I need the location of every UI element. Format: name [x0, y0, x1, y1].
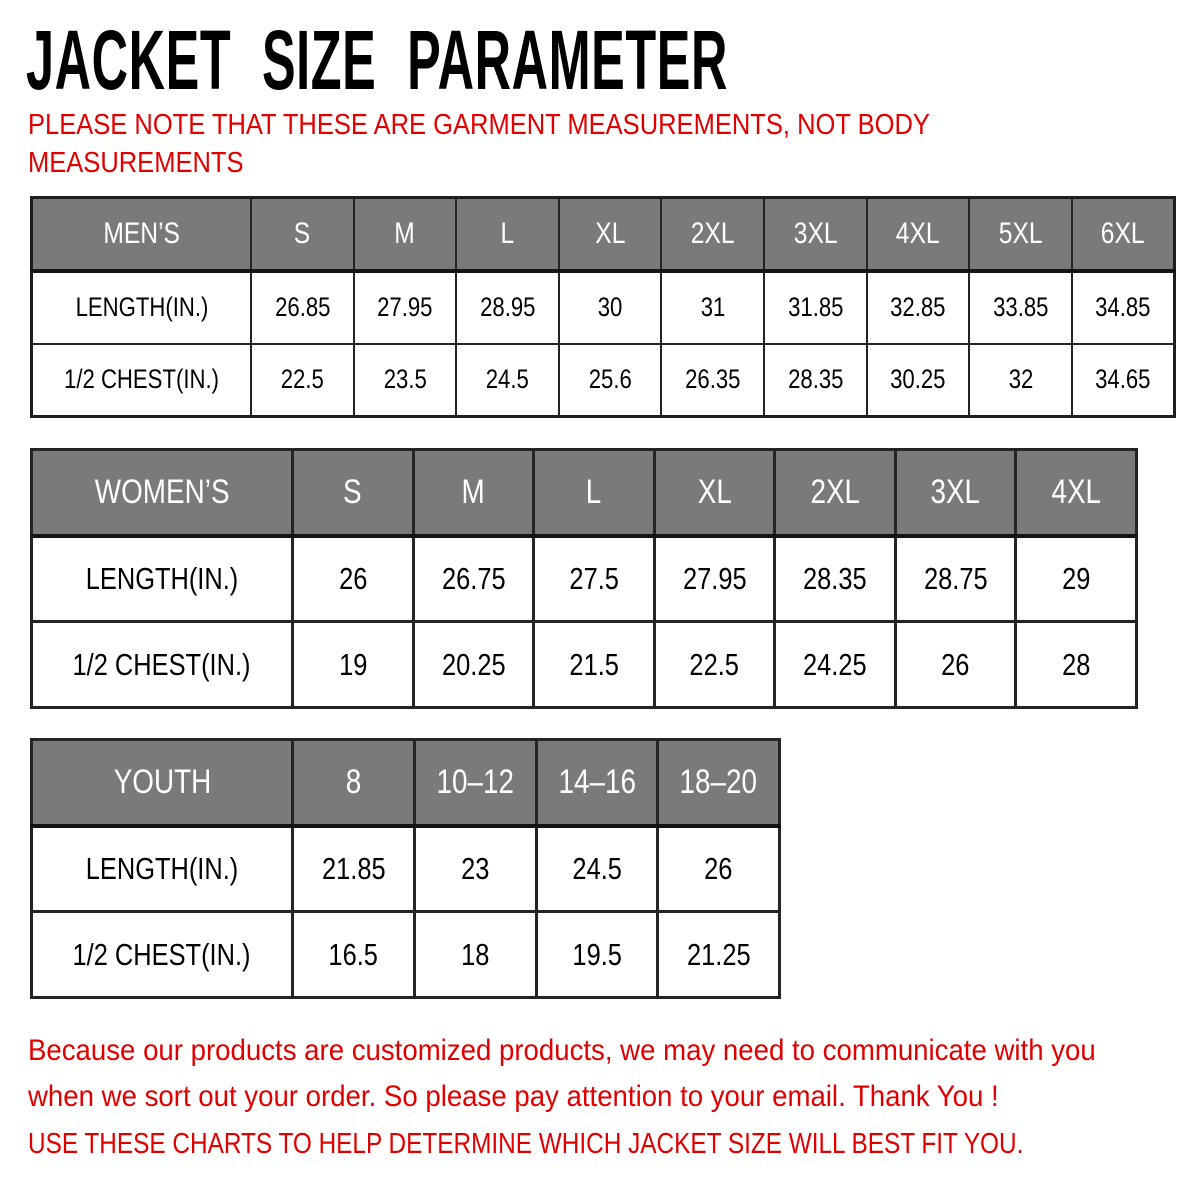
value-cell	[559, 344, 662, 417]
value-cell-text: 20.25	[441, 646, 506, 682]
value-cell-text: 30.25	[890, 364, 946, 395]
garment-measurements-note	[28, 106, 1053, 182]
value-cell-text: 31.85	[787, 292, 844, 322]
value-cell	[354, 271, 457, 344]
value-cell	[764, 271, 867, 344]
size-header-cell-text: L	[586, 472, 602, 511]
measurement-row	[32, 826, 780, 912]
value-cell-text: 27.5	[569, 560, 619, 596]
value-cell-text: 24.5	[572, 850, 622, 886]
value-cell-text: 32	[1008, 364, 1033, 395]
communication-note-line-2: when we sort out your order. So please pay attention to your email. Thank You !	[28, 1080, 999, 1113]
size-header-cell-text: 6XL	[1101, 216, 1145, 250]
value-cell	[658, 826, 780, 912]
value-cell	[251, 271, 354, 344]
size-header-cell-text: 3XL	[930, 472, 981, 511]
value-cell-text: 34.65	[1095, 364, 1151, 395]
value-cell-text: 28.95	[479, 292, 536, 322]
value-cell-text: 23	[460, 850, 490, 886]
value-cell	[536, 826, 658, 912]
row-label-cell	[32, 622, 293, 708]
value-cell	[1016, 622, 1137, 708]
size-header-cell	[1072, 198, 1175, 271]
size-header-cell-text: M	[461, 472, 485, 511]
group-header-cell	[32, 740, 293, 826]
value-cell	[559, 271, 662, 344]
value-cell	[536, 912, 658, 998]
size-header-row	[32, 450, 1137, 536]
chart-usage-note-text: USE THESE CHARTS TO HELP DETERMINE WHICH JACKET SIZE WILL BEST FIT YOU.	[28, 1128, 1024, 1160]
value-cell	[413, 622, 534, 708]
group-header-cell	[32, 450, 293, 536]
size-header-cell-text: 5XL	[998, 216, 1043, 250]
group-header-cell	[32, 198, 252, 271]
value-cell-text: 25.6	[588, 364, 632, 395]
value-cell-text: 26	[338, 560, 367, 596]
value-cell-text: 21.5	[569, 646, 619, 682]
value-cell-text: 28.35	[803, 560, 867, 596]
value-cell-text: 27.95	[377, 292, 433, 322]
value-cell-text: 31	[700, 292, 726, 322]
size-header-cell	[775, 450, 896, 536]
size-header-cell	[354, 198, 457, 271]
value-cell-text: 19.5	[572, 936, 622, 972]
value-cell	[764, 344, 867, 417]
size-header-cell-text: 14–16	[558, 762, 636, 801]
size-header-cell	[293, 740, 415, 826]
group-header-cell-text: MEN’S	[103, 216, 180, 250]
size-header-cell-text: 3XL	[793, 216, 838, 250]
value-cell	[293, 826, 415, 912]
size-header-cell	[764, 198, 867, 271]
size-header-cell-text: 8	[345, 762, 362, 801]
size-header-cell-text: L	[500, 216, 515, 250]
measurement-row	[32, 344, 1175, 417]
size-header-cell	[658, 740, 780, 826]
value-cell	[293, 912, 415, 998]
value-cell	[293, 622, 414, 708]
value-cell-text: 22.5	[689, 646, 740, 682]
size-header-cell-text: 4XL	[1051, 472, 1101, 511]
value-cell-text: 26.35	[685, 364, 741, 395]
size-header-cell-text: 2XL	[690, 216, 735, 250]
garment-note-line-1: PLEASE NOTE THAT THESE ARE GARMENT MEASUREMENTS, NOT BODY	[28, 109, 930, 141]
measurement-row	[32, 271, 1175, 344]
size-header-cell	[895, 450, 1016, 536]
mens-size-table	[30, 196, 1176, 418]
value-cell-text: 26.85	[274, 292, 331, 322]
youth-size-table	[30, 738, 781, 999]
row-label-cell-text: 1/2 CHEST(IN.)	[73, 646, 251, 682]
size-header-cell	[1016, 450, 1137, 536]
value-cell	[1016, 536, 1137, 622]
value-cell-text: 34.85	[1095, 292, 1151, 322]
size-header-cell-text: 10–12	[436, 762, 514, 801]
page-title: JACKET SIZE PARAMETER	[26, 13, 728, 107]
value-cell	[895, 622, 1016, 708]
size-header-cell-text: 4XL	[896, 216, 940, 250]
chart-usage-note	[28, 1128, 1200, 1161]
row-label-cell	[32, 271, 252, 344]
value-cell-text: 24.25	[803, 646, 867, 682]
row-label-cell-text: 1/2 CHEST(IN.)	[63, 364, 220, 395]
size-header-cell-text: 18–20	[679, 762, 758, 801]
row-label-cell	[32, 344, 252, 417]
value-cell-text: 19	[338, 646, 367, 682]
value-cell	[534, 622, 655, 708]
value-cell	[895, 536, 1016, 622]
value-cell	[1072, 344, 1175, 417]
size-header-cell	[251, 198, 354, 271]
value-cell-text: 28	[1062, 646, 1091, 682]
size-header-row	[32, 198, 1175, 271]
size-header-cell	[413, 450, 534, 536]
value-cell	[775, 536, 896, 622]
measurement-row	[32, 912, 780, 998]
value-cell	[661, 271, 764, 344]
value-cell	[293, 536, 414, 622]
value-cell	[251, 344, 354, 417]
value-cell	[969, 344, 1072, 417]
value-cell-text: 24.5	[485, 364, 530, 395]
row-label-cell-text: LENGTH(IN.)	[85, 560, 239, 596]
value-cell-text: 27.95	[682, 560, 747, 596]
value-cell-text: 21.85	[321, 850, 386, 886]
value-cell	[456, 271, 559, 344]
value-cell	[969, 271, 1072, 344]
size-header-row	[32, 740, 780, 826]
value-cell	[661, 344, 764, 417]
value-cell	[456, 344, 559, 417]
value-cell-text: 26	[704, 850, 733, 886]
garment-note-line-2: MEASUREMENTS	[28, 147, 244, 179]
value-cell-text: 28.75	[923, 560, 988, 596]
value-cell	[1072, 271, 1175, 344]
size-header-cell-text: M	[394, 216, 416, 250]
value-cell-text: 22.5	[280, 364, 324, 395]
size-header-cell-text: XL	[697, 472, 732, 511]
value-cell	[414, 826, 536, 912]
value-cell-text: 21.25	[686, 936, 751, 972]
value-cell	[658, 912, 780, 998]
size-header-cell	[534, 450, 655, 536]
size-header-cell	[536, 740, 658, 826]
womens-size-table	[30, 448, 1138, 709]
value-cell	[654, 622, 775, 708]
value-cell	[867, 344, 970, 417]
value-cell-text: 29	[1062, 560, 1091, 596]
value-cell-text: 30	[597, 292, 623, 322]
size-header-cell	[661, 198, 764, 271]
size-header-cell	[456, 198, 559, 271]
row-label-cell-text: LENGTH(IN.)	[85, 850, 239, 886]
value-cell-text: 33.85	[992, 292, 1049, 322]
size-header-cell	[559, 198, 662, 271]
value-cell	[654, 536, 775, 622]
value-cell-text: 32.85	[890, 292, 946, 322]
size-header-cell	[969, 198, 1072, 271]
row-label-cell-text: LENGTH(IN.)	[75, 292, 208, 322]
value-cell-text: 28.35	[787, 364, 844, 395]
value-cell	[775, 622, 896, 708]
row-label-cell	[32, 536, 293, 622]
value-cell-text: 16.5	[328, 936, 379, 972]
group-header-cell-text: WOMEN’S	[94, 472, 230, 511]
customization-communication-note	[28, 1028, 1189, 1120]
row-label-cell	[32, 912, 293, 998]
value-cell-text: 18	[460, 936, 490, 972]
size-header-cell-text: 2XL	[810, 472, 860, 511]
row-label-cell	[32, 826, 293, 912]
value-cell	[413, 536, 534, 622]
size-header-cell-text: S	[294, 216, 311, 250]
size-header-cell	[654, 450, 775, 536]
value-cell	[534, 536, 655, 622]
group-header-cell-text: YOUTH	[113, 762, 211, 801]
row-label-cell-text: 1/2 CHEST(IN.)	[73, 936, 251, 972]
value-cell-text: 26.75	[441, 560, 506, 596]
value-cell	[414, 912, 536, 998]
size-header-cell-text: XL	[595, 216, 626, 250]
measurement-row	[32, 622, 1137, 708]
size-header-cell	[293, 450, 414, 536]
size-header-cell	[414, 740, 536, 826]
measurement-row	[32, 536, 1137, 622]
communication-note-line-1: Because our products are customized products, we may need to communicate with you	[28, 1034, 1096, 1067]
value-cell-text: 23.5	[383, 364, 427, 395]
size-header-cell	[867, 198, 970, 271]
value-cell	[354, 344, 457, 417]
value-cell-text: 26	[941, 646, 970, 682]
size-header-cell-text: S	[343, 472, 363, 511]
value-cell	[867, 271, 970, 344]
